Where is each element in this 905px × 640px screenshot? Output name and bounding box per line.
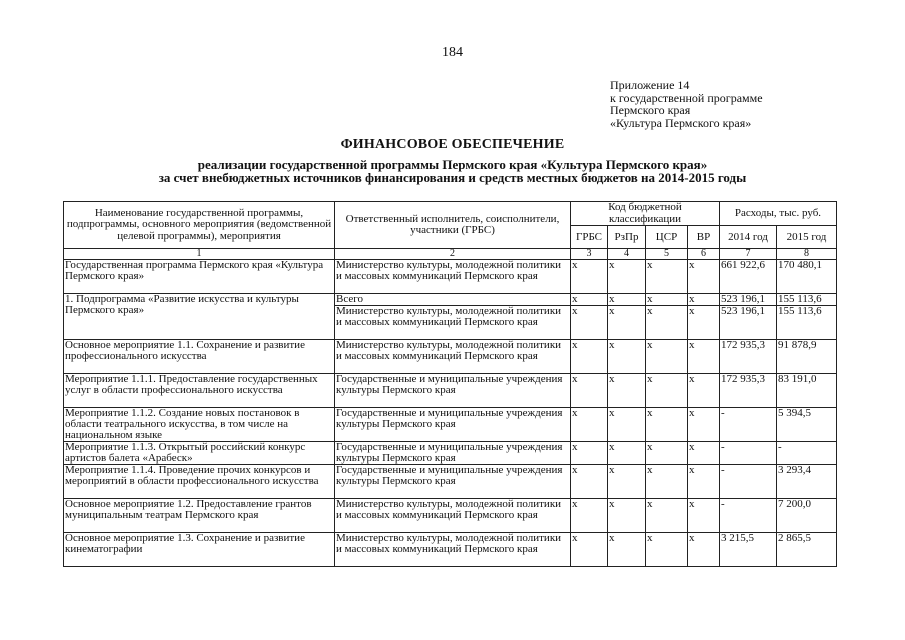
cell-name: 1. Подпрограмма «Развитие искусства и культуры Пермского края»: [64, 294, 335, 340]
financing-table: [63, 201, 837, 567]
cell-name: Мероприятие 1.1.1. Предоставление государственных услуг в области профессионального искусства: [64, 374, 335, 408]
cell-rzpr: x: [608, 499, 646, 533]
cell-csr: x: [646, 294, 688, 306]
cell-csr: x: [646, 306, 688, 340]
cell-executor: Государственные и муниципальные учреждения культуры Пермского края: [335, 374, 571, 408]
cell-grbs: x: [571, 533, 608, 567]
table-row: [64, 465, 837, 499]
cell-2014: 661 922,6: [720, 260, 777, 294]
cell-2014: -: [720, 465, 777, 499]
cell-csr: x: [646, 408, 688, 442]
col-number: 6: [688, 249, 720, 260]
cell-2014: 172 935,3: [720, 340, 777, 374]
cell-2015: 91 878,9: [777, 340, 837, 374]
table-header: [64, 202, 837, 260]
col-number: 7: [720, 249, 777, 260]
cell-vr: x: [688, 306, 720, 340]
cell-2014: -: [720, 499, 777, 533]
cell-rzpr: x: [608, 408, 646, 442]
cell-executor: Государственные и муниципальные учреждения культуры Пермского края: [335, 442, 571, 465]
appendix-line-1: Приложение 14: [610, 78, 690, 92]
table-row: [64, 442, 837, 465]
cell-grbs: x: [571, 442, 608, 465]
cell-rzpr: x: [608, 294, 646, 306]
appendix-note: [610, 79, 763, 129]
cell-rzpr: x: [608, 260, 646, 294]
cell-2014: -: [720, 408, 777, 442]
header-executor: Ответственный исполнитель, соисполнители, участники (ГРБС): [335, 202, 571, 249]
cell-grbs: x: [571, 340, 608, 374]
cell-csr: x: [646, 374, 688, 408]
cell-csr: x: [646, 499, 688, 533]
cell-vr: x: [688, 499, 720, 533]
cell-grbs: x: [571, 465, 608, 499]
appendix-line-4: «Культура Пермского края»: [610, 115, 752, 130]
cell-name: Основное мероприятие 1.3. Сохранение и развитие кинематографии: [64, 533, 335, 567]
document-title: ФИНАНСОВОЕ ОБЕСПЕЧЕНИЕ: [340, 137, 565, 152]
cell-grbs: x: [571, 499, 608, 533]
cell-2015: -: [777, 442, 837, 465]
subtitle-line-2: за счет внебюджетных источников финансирования и средств местных бюджетов на 2014-2015 годы: [158, 170, 747, 185]
cell-2015: 2 865,5: [777, 533, 837, 567]
table-row: [64, 294, 837, 306]
cell-grbs: x: [571, 306, 608, 340]
page-number: 184: [442, 45, 463, 60]
cell-csr: x: [646, 340, 688, 374]
header-csr: ЦСР: [646, 226, 688, 249]
col-number: 1: [64, 249, 335, 260]
cell-rzpr: x: [608, 340, 646, 374]
cell-2014: 3 215,5: [720, 533, 777, 567]
table-row: [64, 374, 837, 408]
cell-vr: x: [688, 408, 720, 442]
cell-vr: x: [688, 294, 720, 306]
column-numbers-row: [64, 249, 837, 260]
cell-csr: x: [646, 260, 688, 294]
table-row: [64, 340, 837, 374]
header-2014: 2014 год: [720, 226, 777, 249]
table-row: [64, 499, 837, 533]
header-2015: 2015 год: [777, 226, 837, 249]
cell-grbs: x: [571, 408, 608, 442]
appendix-line-3: Пермского края: [610, 103, 691, 117]
col-number: 4: [608, 249, 646, 260]
cell-2014: 523 196,1: [720, 294, 777, 306]
appendix-line-2: к государственной программе: [610, 90, 763, 105]
cell-executor: Государственные и муниципальные учреждения культуры Пермского края: [335, 465, 571, 499]
cell-2014: -: [720, 442, 777, 465]
header-vr: ВР: [688, 226, 720, 249]
cell-2015: 5 394,5: [777, 408, 837, 442]
cell-2015: 155 113,6: [777, 306, 837, 340]
cell-executor: Министерство культуры, молодежной политики и массовых коммуникаций Пермского края: [335, 533, 571, 567]
col-number: 8: [777, 249, 837, 260]
cell-name: Государственная программа Пермского края «Культура Пермского края»: [64, 260, 335, 294]
cell-vr: x: [688, 340, 720, 374]
table-row: [64, 533, 837, 567]
header-name: Наименование государственной программы, подпрограммы, основного мероприятия (ведомственной целевой программы), мероприятия: [64, 202, 335, 249]
cell-rzpr: x: [608, 306, 646, 340]
cell-executor: Министерство культуры, молодежной политики и массовых коммуникаций Пермского края: [335, 340, 571, 374]
cell-2015: 170 480,1: [777, 260, 837, 294]
table-row: [64, 260, 837, 294]
cell-csr: x: [646, 533, 688, 567]
cell-csr: x: [646, 465, 688, 499]
cell-vr: x: [688, 260, 720, 294]
header-expenses: Расходы, тыс. руб.: [720, 202, 837, 226]
cell-vr: x: [688, 374, 720, 408]
document-subtitle: [0, 158, 905, 184]
cell-executor: Всего: [335, 294, 571, 306]
cell-name: Основное мероприятие 1.2. Предоставление грантов муниципальным театрам Пермского края: [64, 499, 335, 533]
cell-name: Мероприятие 1.1.3. Открытый российский конкурс артистов балета «Арабеск»: [64, 442, 335, 465]
cell-csr: x: [646, 442, 688, 465]
cell-name: Мероприятие 1.1.4. Проведение прочих конкурсов и мероприятий в области профессионального искусства: [64, 465, 335, 499]
cell-executor: Министерство культуры, молодежной политики и массовых коммуникаций Пермского края: [335, 260, 571, 294]
cell-grbs: x: [571, 294, 608, 306]
cell-rzpr: x: [608, 465, 646, 499]
cell-grbs: x: [571, 374, 608, 408]
col-number: 2: [335, 249, 571, 260]
col-number: 3: [571, 249, 608, 260]
table-body: [64, 260, 837, 567]
cell-vr: x: [688, 533, 720, 567]
cell-2015: 155 113,6: [777, 294, 837, 306]
cell-rzpr: x: [608, 442, 646, 465]
table-row: [64, 408, 837, 442]
subtitle-line-1: реализации государственной программы Пермского края «Культура Пермского края»: [197, 157, 708, 172]
cell-executor: Министерство культуры, молодежной политики и массовых коммуникаций Пермского края: [335, 499, 571, 533]
cell-executor: Министерство культуры, молодежной политики и массовых коммуникаций Пермского края: [335, 306, 571, 340]
cell-executor: Государственные и муниципальные учреждения культуры Пермского края: [335, 408, 571, 442]
cell-2014: 172 935,3: [720, 374, 777, 408]
cell-2014: 523 196,1: [720, 306, 777, 340]
cell-2015: 3 293,4: [777, 465, 837, 499]
cell-name: Основное мероприятие 1.1. Сохранение и развитие профессионального искусства: [64, 340, 335, 374]
cell-name: Мероприятие 1.1.2. Создание новых постановок в области театрального искусства, в том числе на национальном языке: [64, 408, 335, 442]
col-number: 5: [646, 249, 688, 260]
header-budget-code: Код бюджетной классификации: [571, 202, 720, 226]
cell-2015: 7 200,0: [777, 499, 837, 533]
cell-grbs: x: [571, 260, 608, 294]
header-grbs: ГРБС: [571, 226, 608, 249]
cell-rzpr: x: [608, 533, 646, 567]
cell-vr: x: [688, 442, 720, 465]
cell-vr: x: [688, 465, 720, 499]
cell-2015: 83 191,0: [777, 374, 837, 408]
cell-rzpr: x: [608, 374, 646, 408]
header-rzpr: РзПр: [608, 226, 646, 249]
